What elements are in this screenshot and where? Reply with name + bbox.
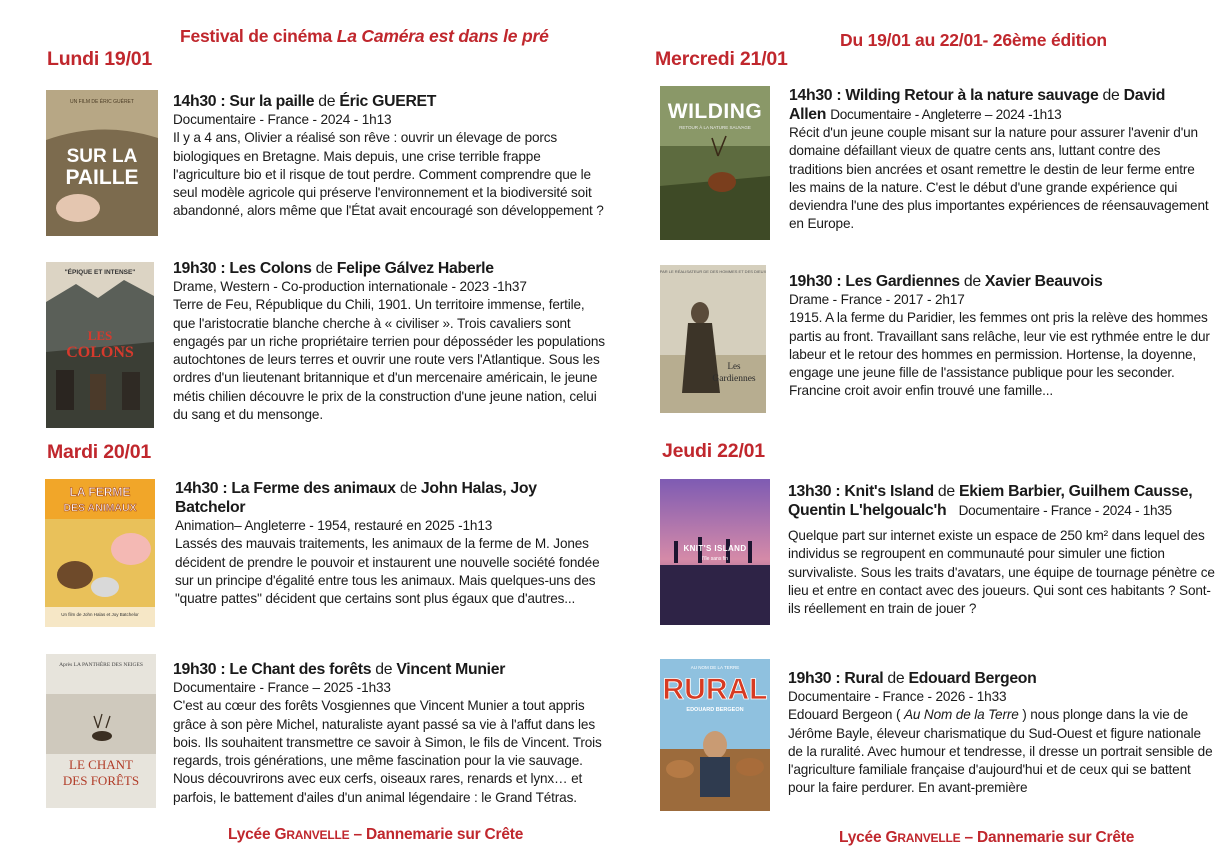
- film-knits-island: 13h30 : Knit's Island de Ekiem Barbier, Guilhem Causse, Quentin L'helgoualc'h Documentaire - France - 2024 - 1h35 Quelque part sur internet existe un espace de 250 km² dans lequel des individus se regroupent en communauté pour simuler une fiction survivaliste. Sous les traits d'avatars, une équipe de tournage pénètre ce lieu et entre en contact avec des joueurs. Qui sont ces habitants ? Sont-ils réellement en train de jouer ?: [788, 482, 1215, 618]
- day-heading-thursday: Jeudi 22/01: [662, 440, 765, 462]
- film-meta: Documentaire - Angleterre – 2024 -1h13: [830, 107, 1062, 122]
- film-synopsis: Récit d'un jeune couple misant sur la nature pour assurer l'avenir d'un domaine défaillant vieux de quatre cents ans, luttant contre des traditions bien ancrées et osant remettre le destin de leur ferme entre les mains de la nature. C'est le début d'une grande expérience qui deviendra l'une des plus importantes expériences de réensauvagement en Europe.: [789, 125, 1209, 232]
- film-synopsis: Quelque part sur internet existe un espace de 250 km² dans lequel des individus se regroupent en communauté pour simuler une fiction survivaliste. Sous les traits d'avatars, une équipe de tournage pénètre ce lieu et entre en contact avec des joueurs. Qui sont ces habitants ? Sont-ils réellement en train de jouer ?: [788, 528, 1215, 617]
- svg-text:LA FERME: LA FERME: [69, 485, 131, 499]
- poster-sur-la-paille: [46, 90, 158, 236]
- film-le-chant-des-forets: 19h30 : Le Chant des forêts de Vincent Munier Documentaire - France – 2025 -1h33 C'est au cœur des forêts Vosgiennes que Vincent Munier a tout appris grâce à son père Michel, naturaliste ayant passé sa vie à l'affut dans les bois. Ils souhaitent transmettre ce savoir à Simon, le fils de Vincent. Trois regards, trois générations, une même fascination pour la vie sauvage. Nous découvrirons avec eux cerfs, oiseaux rares, renards et lynx… et parfois, le battement d'ailes d'un animal légendaire : le Grand Tétras.: [173, 660, 605, 807]
- footer-lycee-left: Lycée GRANVELLE – Dannemarie sur Crête: [228, 826, 524, 843]
- poster-kicker: RETOUR À LA NATURE SAUVAGE: [679, 125, 751, 130]
- film-director: Xavier Beauvois: [984, 273, 1103, 290]
- film-sur-la-paille: 14h30 : Sur la paille de Éric GUERET Documentaire - France - 2024 - 1h13 Il y a 4 ans, Olivier a réalisé son rêve : ouvrir un élevage de porcs biologiques en Bretagne. Mais depuis, une crise terrible frappe l'agriculture bio et il risque de tout perdre. Comment comprendre que le seul modèle agricole qui préserve l'environnement et la biodiversité soit abandonné, alors même que l'État avait encouragé son développement ?: [173, 92, 605, 221]
- poster-les-gardiennes: [660, 265, 766, 413]
- svg-text:SUR LA: SUR LA: [66, 146, 138, 167]
- svg-text:Les: Les: [727, 361, 741, 371]
- poster-le-chant-des-forets: [46, 654, 156, 808]
- poster-kicker: Un film de John Halas et Joy Batchelor: [61, 612, 139, 617]
- film-meta: Documentaire - France - 2024 - 1h35: [958, 503, 1172, 518]
- svg-text:LES: LES: [87, 328, 113, 343]
- svg-text:AU NOM DE LA TERRE: AU NOM DE LA TERRE: [690, 665, 740, 670]
- svg-text:LE CHANT: LE CHANT: [69, 757, 133, 772]
- right-column: [610, 0, 1220, 865]
- film-meta: Documentaire - France – 2025 -1h33: [173, 680, 391, 695]
- film-synopsis: C'est au cœur des forêts Vosgiennes que Vincent Munier a tout appris grâce à son père Michel, naturaliste ayant passé sa vie à l'affut dans les bois. Ils souhaitent transmettre ce savoir à Simon, le fils de Vincent. Trois regards, trois générations, une même fascination pour la vie sauvage. Nous découvrirons avec eux cerfs, oiseaux rares, renards et lynx… et parfois, le battement d'ailes d'un animal légendaire : le Grand Tétras.: [173, 698, 602, 805]
- film-time-title: 19h30 : Les Colons: [173, 260, 312, 277]
- svg-text:KNIT'S ISLAND: KNIT'S ISLAND: [683, 544, 747, 553]
- film-les-colons: 19h30 : Les Colons de Felipe Gálvez Haberle Drame, Western - Co-production internationale - 2023 -1h37 Terre de Feu, République du Chili, 1901. Un territoire immense, fertile, que l'aristocratie blanche cherche à « civiliser ». Trois cavaliers sont engagés par un riche propriétaire terrien pour déposséder les populations autochtones de leurs terres et ouvrir une route vers l'Atlantique. Sous les ordres d'un lieutenant britannique et d'un mercenaire américain, le jeune métis chilien découvre le prix de la construction d'une jeune nation, celui du sang et du mensonge.: [173, 259, 605, 424]
- film-rural: 19h30 : Rural de Edouard Bergeon Documentaire - France - 2026 - 1h33 Edouard Bergeon ( Au Nom de la Terre ) nous plonge dans la vie de Jérôme Bayle, éleveur charismatique du Sud-Ouest et figure nationale de la ruralité. Avec humour et tendresse, il dresse un portrait sensible de l'agriculture familiale française d'aujourd'hui et de ceux qui se battent pour la faire perdurer. En avant-première: [788, 669, 1215, 798]
- day-heading-tuesday: Mardi 20/01: [47, 441, 152, 463]
- footer-lycee-right: Lycée GRANVELLE – Dannemarie sur Crête: [839, 829, 1135, 846]
- film-director: Felipe Gálvez Haberle: [336, 260, 494, 277]
- poster-kicker: "ÉPIQUE ET INTENSE": [64, 269, 136, 276]
- film-director: Éric GUERET: [339, 93, 437, 110]
- svg-text:COLONS: COLONS: [66, 344, 134, 361]
- film-synopsis: Edouard Bergeon ( Au Nom de la Terre ) nous plonge dans la vie de Jérôme Bayle, éleveur charismatique du Sud-Ouest et figure nationale de la ruralité. Avec humour et tendresse, il dresse un portrait sensible de l'agriculture familiale française d'aujourd'hui et de ceux qui se battent pour la faire perdurer. En avant-première: [788, 707, 1213, 796]
- film-time-title: 19h30 : Rural: [788, 670, 884, 687]
- film-meta: Animation– Angleterre - 1954, restauré en 2025 -1h13: [175, 518, 493, 533]
- svg-text:RURAL: RURAL: [662, 673, 768, 706]
- poster-la-ferme-des-animaux: [45, 479, 155, 627]
- film-director: Ekiem Barbier, Guilhem Causse, Quentin L'helgoualc'h: [788, 483, 1193, 519]
- film-time-title: 19h30 : Les Gardiennes: [789, 273, 960, 290]
- poster-kicker: EDOUARD BERGEON: [686, 707, 744, 713]
- svg-text:DES FORÊTS: DES FORÊTS: [62, 773, 140, 788]
- film-meta: Documentaire - France - 2026 - 1h33: [788, 689, 1007, 704]
- poster-wilding: [660, 86, 770, 240]
- film-synopsis: Il y a 4 ans, Olivier a réalisé son rêve : ouvrir un élevage de porcs biologiques en Bretagne. Mais depuis, une crise terrible frappe l'agriculture bio et il risque de tout perdre. Comment comprendre que le seul modèle agricole qui préserve l'environnement et la biodiversité soit abandonné, alors même que l'État avait encouragé son développement ?: [173, 130, 604, 219]
- poster-knits-island: [660, 479, 770, 625]
- poster-kicker: PAR LE RÉALISATEUR DE DES HOMMES ET DES DIEUX: [660, 269, 766, 274]
- film-synopsis: Terre de Feu, République du Chili, 1901. Un territoire immense, fertile, que l'aristocratie blanche cherche à « civiliser ». Trois cavaliers sont engagés par un riche propriétaire terrien pour déposséder les populations autochtones de leurs terres et ouvrir une route vers l'Atlantique. Sous les ordres d'un lieutenant britannique et d'un mercenaire américain, le jeune métis chilien découvre le prix de la construction d'une jeune nation, celui du sang et du mensonge.: [173, 297, 605, 423]
- film-meta: Drame - France - 2017 - 2h17: [789, 292, 965, 307]
- film-time-title: 13h30 : Knit's Island: [788, 483, 934, 500]
- film-les-gardiennes: 19h30 : Les Gardiennes de Xavier Beauvois Drame - France - 2017 - 2h17 1915. A la ferme du Paridier, les femmes ont pris la relève des hommes partis au front. Travaillant sans relâche, leur vie est rythmée entre le dur labeur et le retour des hommes en permission. Hortense, la doyenne, engage une jeune fille de l'assistance publique pour les seconder. Francine croit avoir enfin trouvé une famille...: [789, 272, 1215, 401]
- film-time-title: 14h30 : La Ferme des animaux: [175, 480, 396, 497]
- film-director: Vincent Munier: [396, 661, 506, 678]
- day-heading-wednesday: Mercredi 21/01: [655, 48, 788, 70]
- film-meta: Documentaire - France - 2024 - 1h13: [173, 112, 392, 127]
- svg-text:Gardiennes: Gardiennes: [712, 374, 756, 384]
- film-synopsis: 1915. A la ferme du Paridier, les femmes ont pris la relève des hommes partis au front. Travaillant sans relâche, leur vie est rythmée entre le dur labeur et le retour des hommes en permission. Hortense, la doyenne, engage une jeune fille de l'assistance publique pour les seconder. Francine croit avoir enfin trouvé une famille...: [789, 310, 1210, 399]
- film-director: Edouard Bergeon: [908, 670, 1037, 687]
- film-director: John Halas, Joy Batchelor: [175, 480, 537, 516]
- film-director: David Allen: [789, 87, 1166, 123]
- festival-dates: Du 19/01 au 22/01- 26ème édition: [840, 30, 1107, 50]
- svg-text:WILDING: WILDING: [667, 100, 763, 123]
- poster-kicker: Après LA PANTHÈRE DES NEIGES: [59, 662, 143, 668]
- film-la-ferme-des-animaux: 14h30 : La Ferme des animaux de John Halas, Joy Batchelor Animation– Angleterre - 1954, restauré en 2025 -1h13 Lassés des mauvais traitements, les animaux de la ferme de M. Jones décident de prendre le pouvoir et instaurent une nouvelle société fondée sur un principe d'égalité entre tous les animaux. Mais quelques-uns des "quatre pattes" décident que certains sont plus égaux que d'autres...: [175, 479, 607, 608]
- festival-title: Festival de cinéma La Caméra est dans le pré: [180, 26, 549, 46]
- film-wilding: 14h30 : Wilding Retour à la nature sauvage de David Allen Documentaire - Angleterre – 2024 -1h13 Récit d'un jeune couple misant sur la nature pour assurer l'avenir d'un domaine défaillant vieux de quatre cents ans, luttant contre des traditions bien ancrées et osant remettre le destin de leur ferme entre les mains de la nature. C'est le début d'une grande expérience qui deviendra l'une des plus importantes expériences de réensauvagement en Europe.: [789, 86, 1215, 234]
- poster-rural: [660, 659, 770, 811]
- film-time-title: 14h30 : Wilding Retour à la nature sauvage: [789, 87, 1099, 104]
- svg-text:DES ANIMAUX: DES ANIMAUX: [63, 502, 137, 514]
- day-heading-monday: Lundi 19/01: [47, 48, 153, 70]
- poster-les-colons: [46, 262, 154, 428]
- poster-kicker: l'île sans fin: [702, 556, 728, 562]
- film-time-title: 14h30 : Sur la paille: [173, 93, 315, 110]
- svg-text:PAILLE: PAILLE: [65, 166, 139, 189]
- film-meta: Drame, Western - Co-production internationale - 2023 -1h37: [173, 279, 527, 294]
- film-time-title: 19h30 : Le Chant des forêts: [173, 661, 372, 678]
- poster-kicker: UN FILM DE ÉRIC GUÉRET: [70, 99, 134, 105]
- film-synopsis: Lassés des mauvais traitements, les animaux de la ferme de M. Jones décident de prendre le pouvoir et instaurent une nouvelle société fondée sur un principe d'égalité entre tous les animaux. Mais quelques-uns des "quatre pattes" décident que certains sont plus égaux que d'autres...: [175, 536, 600, 607]
